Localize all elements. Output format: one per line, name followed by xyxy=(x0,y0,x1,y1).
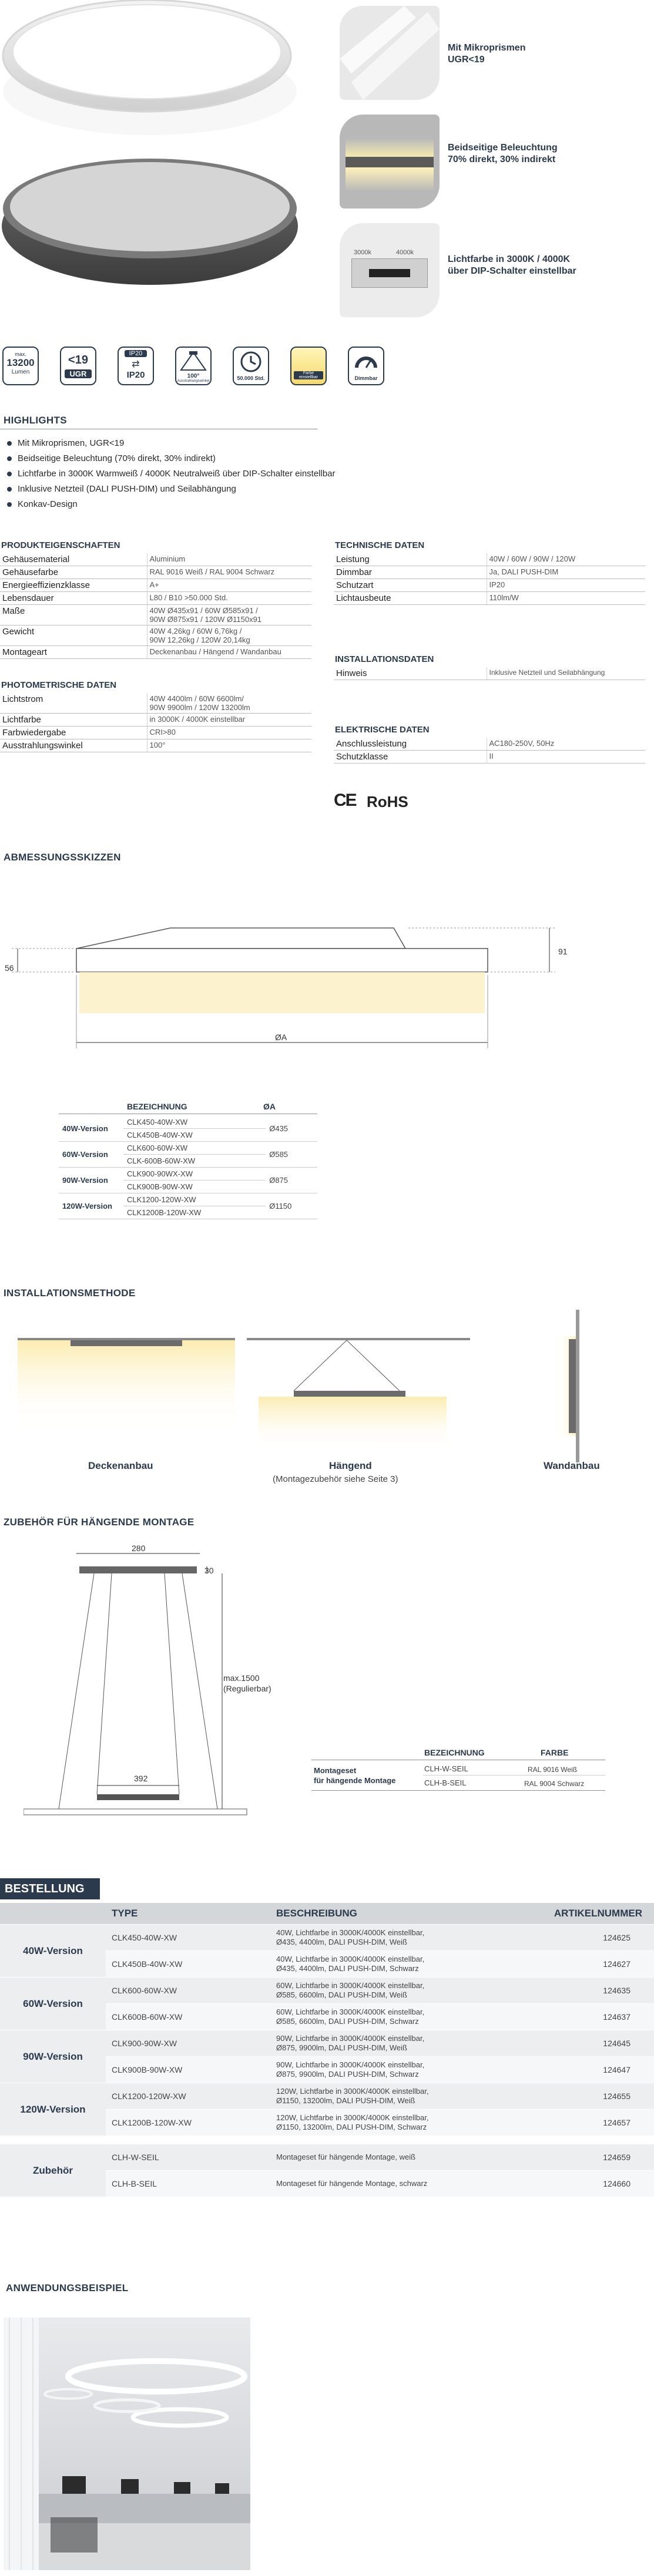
feature-text-1: Mit Mikroprismen UGR<19 xyxy=(448,43,526,65)
dim-top-280: 280 xyxy=(132,1543,146,1553)
black-lamp-image xyxy=(0,141,306,294)
dim-bottom-392: 392 xyxy=(134,1774,148,1783)
table-row: CLK600B-60W-XW 60W, Lichtfarbe in 3000K/4000K einstellbar, Ø585, 6600lm, DALI PUSH-DIM, Schwarz 124637 xyxy=(0,2004,654,2030)
ip20-icon: IP20 ⇄ IP20 xyxy=(118,347,154,385)
install-label-haengend: Hängend xyxy=(329,1460,372,1471)
table-row: 60W-Version CLK600-60W-XW 60W, Lichtfarbe in 3000K/4000K einstellbar, Ø585, 6600lm, DALI PUSH-DIM, Weiß 124635 xyxy=(0,1978,654,2004)
highlight-item: Beidseitige Beleuchtung (70% direkt, 30% indirekt) xyxy=(7,453,216,463)
produkt-title: PRODUKTEIGENSCHAFTEN xyxy=(1,540,120,550)
technisch-table: Leistung 40W / 60W / 90W / 120W Dimmbar Ja, DALI PUSH-DIM Schutzart IP20 Lichtausbeute 110lm/W xyxy=(334,553,645,605)
highlight-item: Konkav-Design xyxy=(7,499,78,509)
anwendung-title: ANWENDUNGSBEISPIEL xyxy=(6,2282,129,2293)
zubehoer-title: ZUBEHÖR FÜR HÄNGENDE MONTAGE xyxy=(4,1516,194,1528)
bestellung-title: BESTELLUNG xyxy=(0,1878,100,1899)
dimension-drawing xyxy=(0,916,588,1069)
install-label-wandanbau: Wandanbau xyxy=(544,1460,600,1471)
acc-head-code: BEZEICHNUNG xyxy=(424,1748,485,1757)
feature-thumb-prism xyxy=(340,6,440,100)
lumen-icon: max. 13200 Lumen xyxy=(2,347,39,385)
highlight-item: Mit Mikroprismen, UGR<19 xyxy=(7,438,124,448)
feature-text-2: Beidseitige Beleuchtung 70% direkt, 30% indirekt xyxy=(448,143,558,164)
installation-table: Hinweis Inklusive Netzteil und Seilabhängung xyxy=(334,667,645,680)
dimension-table: 40W-Version CLK450-40W-XW Ø435 CLK450B-40W-XW 60W-Version CLK600-60W-XW Ø585 CLK-600B-60W-XW 90W-Version CLK900-90WX-XW Ø875 CLK900B-90W-XW 120W-Version CLK1200-120W-XW Ø1150 CLK1200B-120W-XW xyxy=(59,1116,317,1219)
dim-table-head-code: BEZEICHNUNG xyxy=(127,1102,187,1111)
feature-thumb-beam xyxy=(340,115,440,208)
produkt-table: Gehäusematerial Aluminium Gehäusefarbe RAL 9016 Weiß / RAL 9004 Schwarz Energieeffizienzklasse A+ Lebensdauer L80 / B10 >50.000 Std. Maße 40W Ø435x91 / 60W Ø585x91 / 90W Ø875x91 / 120W Ø1150x91 Gewicht 40W 4,26kg / 60W 6,76kg / 90W 12,26kg / 120W 20,14kg Montageart Deckenanbau / Hängend / Wandanbau xyxy=(0,553,311,659)
elektrisch-table: Anschlussleistung AC180-250V, 50Hz Schutzklasse II xyxy=(334,738,645,764)
order-table: TYPE BESCHREIBUNG ARTIKELNUMMER 40W-Version CLK450-40W-XW 40W, Lichtfarbe in 3000K/4000K einstellbar, Ø435, 4400lm, DALI PUSH-DIM, Weiß 124625 CLK450B-40W-XW 40W, Lichtfarbe in 3000K/4000K einstellbar, Ø435, 4400lm, DALI PUSH-DIM, Schwarz 124627 60W-Version CLK600-60W-XW 60W, Lichtfarbe in 3000K/4000K einstellbar, Ø585, 6600lm, DALI PUSH-DIM, Weiß 124635 CLK600B-60W-XW 60W, Lichtfarbe in 3000K/4000K einstellbar, Ø585, 6600lm, DALI PUSH-DIM, Schwarz 124637 90W-Version CLK900-90W-XW 90W, Lichtfarbe in 3000K/4000K einstellbar, Ø875, 9900lm, DALI PUSH-DIM, Weiß 124645 CLK900B-90W-XW 90W, Lichtfarbe in 3000K/4000K einstellbar, Ø875, 9900lm, DALI PUSH-DIM, Schwarz 124647 120W-Version CLK1200-120W-XW 120W, Lichtfarbe in 3000K/4000K einstellbar, Ø1150, 13200lm, DALI PUSH-DIM, Weiß 124655 CLK1200B-120W-XW 120W, Lichtfarbe in 3000K/4000K einstellbar, Ø1150, 13200lm, DALI PUSH-DIM, Schwarz 124657 Zubehör CLH-W-SEIL Montageset für hängende Montage, weiß 124659 CLH-B-SEIL Montageset für hängende Montage, schwarz 124660 xyxy=(0,1903,654,2197)
dimmable-icon: Dimmbar xyxy=(348,347,384,385)
feature-text-3: Lichtfarbe in 3000K / 4000K über DIP-Schalter einstellbar xyxy=(448,254,576,276)
application-photo xyxy=(4,2318,250,2570)
installationsmethode-title: INSTALLATIONSMETHODE xyxy=(4,1287,136,1299)
highlight-item: Lichtfarbe in 3000K Warmweiß / 4000K Neutralweiß über DIP-Schalter einstellbar xyxy=(7,469,336,479)
acc-color-1: RAL 9016 Weiß xyxy=(528,1765,578,1774)
install-note: (Montagezubehör siehe Seite 3) xyxy=(273,1474,398,1484)
acc-code-1: CLH-W-SEIL xyxy=(424,1764,468,1773)
dim-height-right: 91 xyxy=(558,947,568,956)
photometrisch-title: PHOTOMETRISCHE DATEN xyxy=(1,680,117,690)
table-row: 40W-Version CLK450-40W-XW 40W, Lichtfarbe in 3000K/4000K einstellbar, Ø435, 4400lm, DALI PUSH-DIM, Weiß 124625 xyxy=(0,1925,654,1951)
lifetime-clock-icon: 50.000 Std. xyxy=(233,347,269,385)
dim-diameter: ØA xyxy=(275,1033,287,1042)
acc-color-2: RAL 9004 Schwarz xyxy=(524,1780,585,1788)
installation-title: INSTALLATIONSDATEN xyxy=(335,654,434,664)
white-lamp-image xyxy=(0,0,306,141)
table-row: CLK900B-90W-XW 90W, Lichtfarbe in 3000K/4000K einstellbar, Ø875, 9900lm, DALI PUSH-DIM, Schwarz 124647 xyxy=(0,2057,654,2083)
dim-height-left: 56 xyxy=(5,963,14,973)
feature-thumb-switch xyxy=(340,223,440,317)
switch-label-3000k: 3000k xyxy=(354,249,371,256)
switch-label-4000k: 4000k xyxy=(396,249,414,256)
table-row: Zubehör CLH-W-SEIL Montageset für hängende Montage, weiß 124659 xyxy=(0,2144,654,2171)
table-row: CLK450B-40W-XW 40W, Lichtfarbe in 3000K/4000K einstellbar, Ø435, 4400lm, DALI PUSH-DIM, Schwarz 124627 xyxy=(0,1951,654,1978)
table-row: 90W-Version CLK900-90W-XW 90W, Lichtfarbe in 3000K/4000K einstellbar, Ø875, 9900lm, DALI PUSH-DIM, Weiß 124645 xyxy=(0,2030,654,2057)
table-row: CLK1200B-120W-XW 120W, Lichtfarbe in 3000K/4000K einstellbar, Ø1150, 13200lm, DALI PUSH-DIM, Schwarz 124657 xyxy=(0,2110,654,2136)
install-label-deckenanbau: Deckenanbau xyxy=(88,1460,153,1471)
beam-angle-icon: 100° Ausstrahlungswinkel xyxy=(175,347,212,385)
highlight-item: Inklusive Netzteil (DALI PUSH-DIM) und Seilabhängung xyxy=(7,484,236,494)
highlights-title: HIGHLIGHTS xyxy=(4,415,67,426)
abmessung-title: ABMESSUNGSSKIZZEN xyxy=(4,852,121,863)
dim-side-30: 30 xyxy=(204,1566,214,1575)
dim-length: max.1500 (Regulierbar) xyxy=(223,1673,271,1693)
acc-row-label: Montageset für hängende Montage xyxy=(314,1766,396,1785)
elektrisch-title: ELEKTRISCHE DATEN xyxy=(335,725,430,735)
dim-table-head-dia: ØA xyxy=(263,1102,276,1111)
photometrisch-table: Lichtstrom 40W 4400lm / 60W 6600lm/ 90W 9900lm / 120W 13200lm Lichtfarbe in 3000K / 4000K einstellbar Farbwiedergabe CRI>80 Ausstrahlungswinkel 100° xyxy=(0,693,311,752)
table-row: CLH-B-SEIL Montageset für hängende Montage, schwarz 124660 xyxy=(0,2171,654,2197)
ce-mark: CE xyxy=(334,791,356,810)
acc-head-color: FARBE xyxy=(541,1748,569,1757)
table-row: 120W-Version CLK1200-120W-XW 120W, Lichtfarbe in 3000K/4000K einstellbar, Ø1150, 13200lm, DALI PUSH-DIM, Weiß 124655 xyxy=(0,2083,654,2110)
ugr-icon: <19 UGR xyxy=(60,347,96,385)
color-adjustable-icon: Farbe einstellbar xyxy=(290,347,327,385)
acc-code-2: CLH-B-SEIL xyxy=(424,1778,467,1787)
rohs-mark: RoHS xyxy=(367,793,408,811)
technisch-title: TECHNISCHE DATEN xyxy=(335,540,425,550)
install-drawings xyxy=(0,1304,654,1468)
